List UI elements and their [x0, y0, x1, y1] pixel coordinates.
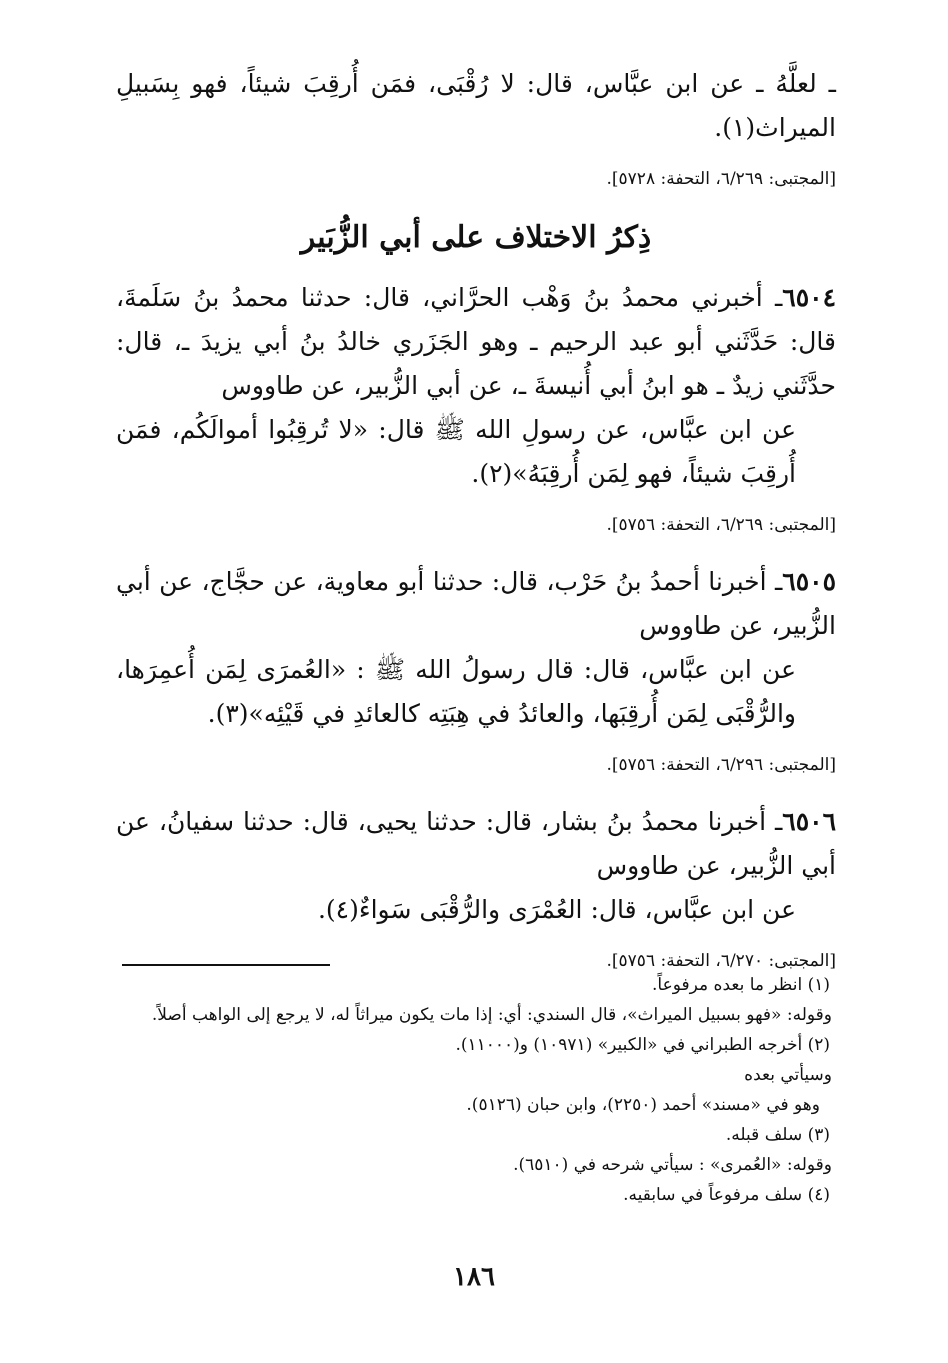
reference-line: [المجتبى: ٦/٢٦٩، التحفة: ٥٧٥٦]. [606, 515, 836, 535]
page-number: ١٨٦ [453, 1262, 495, 1292]
hadith-number: ٦٥٠٦ [782, 807, 836, 836]
main-text [116, 62, 836, 996]
hadith-6504-matn: عن ابن عبَّاس، عن رسولِ الله ﷺ قال: «لا تُرقِبُوا أموالَكُم، فمَن أُرقِبَ شيئاً، فهو لِمَن أُرقِبَهُ»(٢). [116, 415, 796, 488]
footnote-2-source: وهو في «مسند» أحمد (٢٢٥٠)، وابن حبان (٥١٢٦). [466, 1095, 820, 1115]
reference-line: [المجتبى: ٦/٢٩٦، التحفة: ٥٧٥٦]. [606, 755, 836, 775]
footnote-2-note: وسيأتي بعده [744, 1065, 832, 1085]
hadith-6505-isnad [116, 560, 836, 648]
footnote-1-note: وقوله: «فهو بسبيل الميراث»، قال السندي: أي: إذا مات يكون ميراثاً له، لا يرجع إلى الواهب أصلاً. [151, 1005, 832, 1025]
reference-line: [المجتبى: ٦/٢٦٩، التحفة: ٥٧٢٨]. [606, 169, 836, 189]
footnotes [116, 970, 832, 1210]
hadith-6504-isnad [116, 276, 836, 408]
section-heading: ذِكرُ الاختلاف على أبي الزُّبَير [300, 220, 652, 255]
reference-line: [المجتبى: ٦/٢٧٠، التحفة: ٥٧٥٦]. [606, 951, 836, 971]
continued-paragraph: ـ لعلَّهُ ـ عن ابن عبَّاس، قال: لا رُقْبَى، فمَن أُرقِبَ شيئاً، فهو بِسَبيلِ الميراث(١). [116, 69, 836, 142]
hadith-6506-isnad [116, 800, 836, 888]
footnote-2: (٢) أخرجه الطبراني في «الكبير» (١٠٩٧١) و(١١٠٠٠). [455, 1035, 830, 1055]
hadith-6505-matn: عن ابن عبَّاس، قال: قال رسولُ الله ﷺ : «العُمرَى لِمَن أُعمِرَها، والرُّقْبَى لِمَن أُرقِبَها، والعائدُ في هِبَتِه كالعائدِ في قَيْئِه»(٣). [116, 655, 796, 728]
hadith-number: ٦٥٠٤ [782, 283, 836, 312]
hadith-6506-matn: عن ابن عبَّاس، قال: العُمْرَى والرُّقْبَى سَواءٌ(٤). [317, 895, 796, 924]
footnote-1: (١) انظر ما بعده مرفوعاً. [652, 975, 830, 995]
footnote-separator [122, 964, 330, 966]
isnad-text: ـ أخبرنا أحمدُ بنُ حَرْب، قال: حدثنا أبو معاوية، عن حجَّاج، عن أبي الزُّبير، عن طاووس [116, 567, 836, 640]
footnote-4: (٤) سلف مرفوعاً في سابقيه. [623, 1185, 830, 1205]
footnote-3: (٣) سلف قبله. [725, 1125, 830, 1145]
hadith-number: ٦٥٠٥ [782, 567, 836, 596]
footnote-3-note: وقوله: «العُمرى» : سيأتي شرحه في (٦٥١٠). [513, 1155, 832, 1175]
isnad-text: ـ أخبرنا محمدُ بنُ بشار، قال: حدثنا يحيى، قال: حدثنا سفيانُ، عن أبي الزُّبير، عن طاووس [116, 807, 836, 880]
isnad-text: ـ أخبرني محمدُ بنُ وَهْب الحرَّاني، قال: حدثنا محمدُ بنُ سَلَمةَ، قال: حَدَّثَني أبو عبد الرحيم ـ وهو الجَزَري خالدُ بنُ أبي يزيدَ ـ، قال: حدَّثَني زيدٌ ـ هو ابنُ أبي أُنيسةَ ـ، عن أبي الزُّبير، عن طاووس [116, 283, 836, 400]
